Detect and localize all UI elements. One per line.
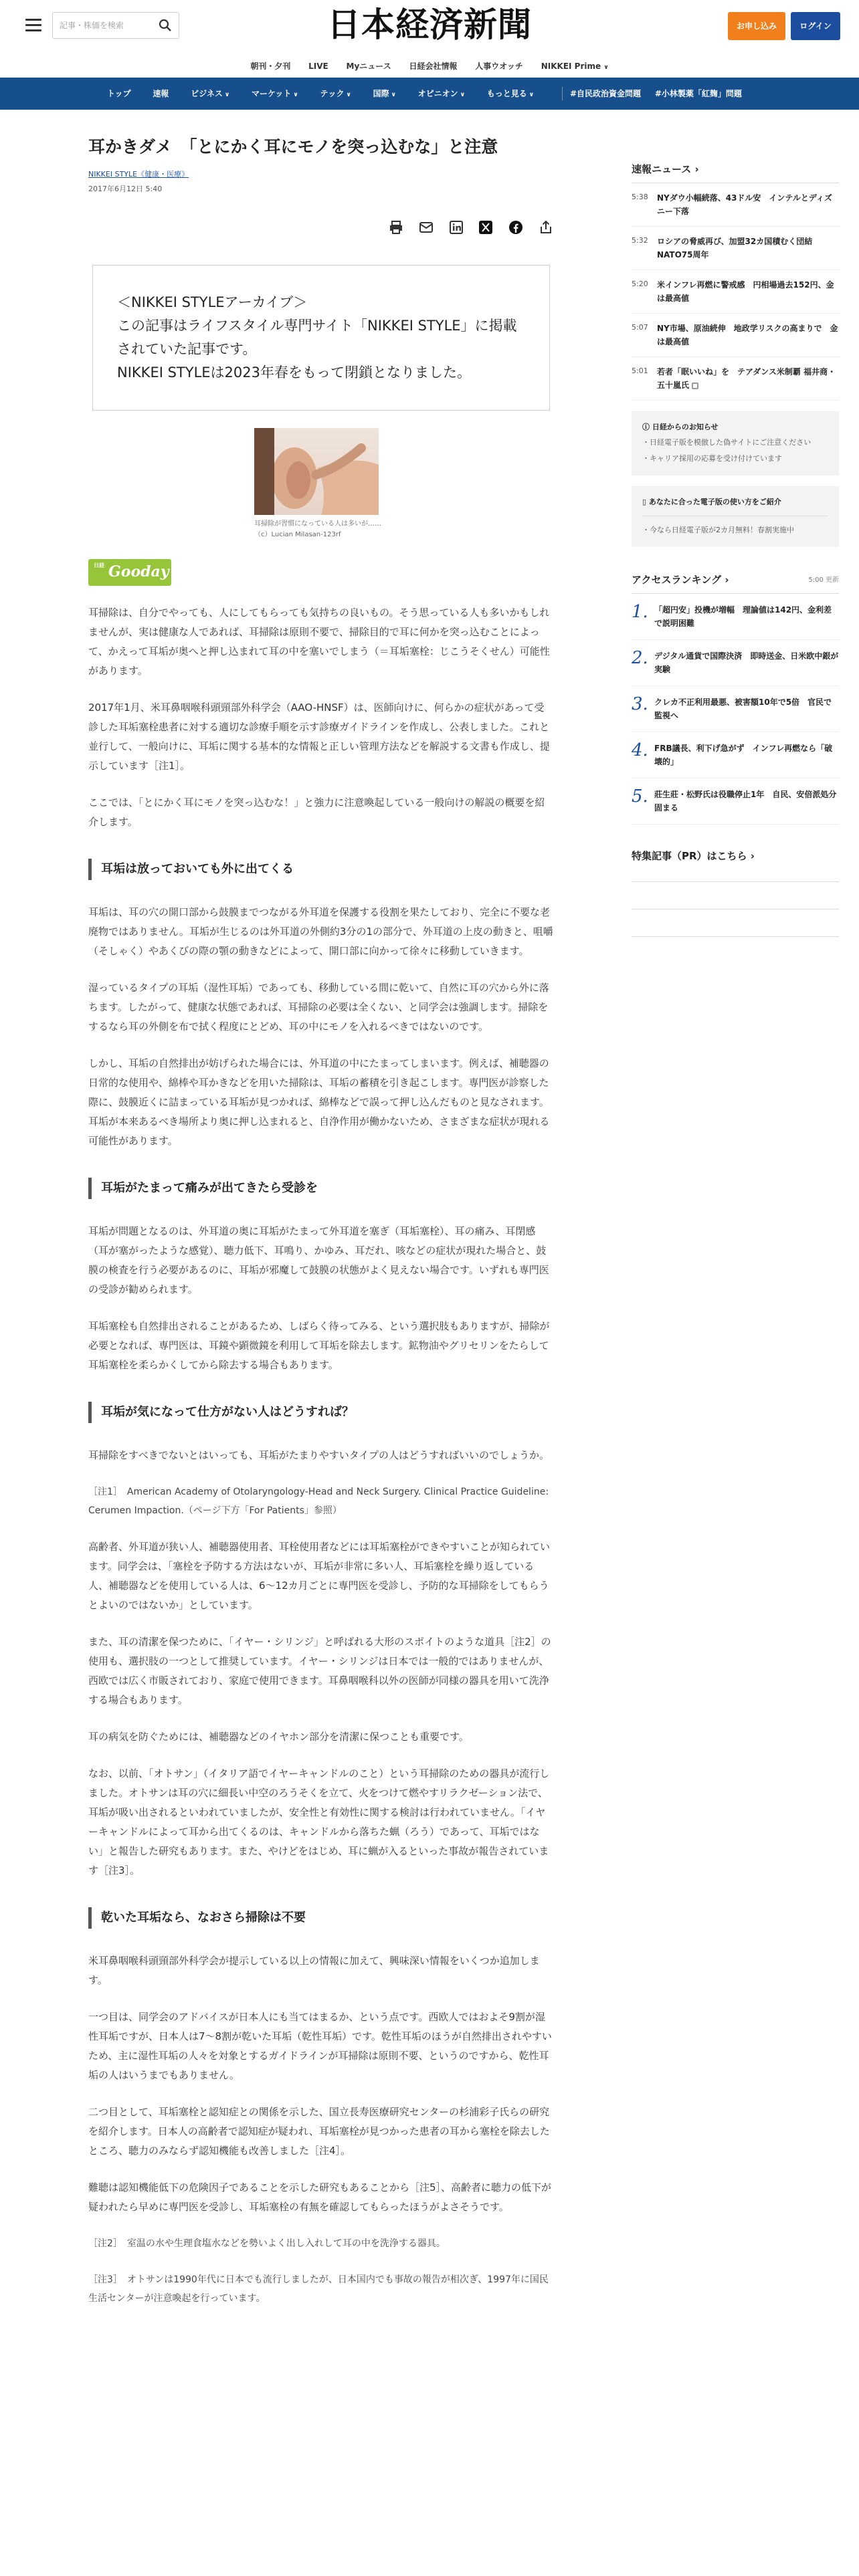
search-input[interactable] — [53, 13, 153, 38]
paragraph: 耳掃除をすべきでないとはいっても、耳垢がたまりやすいタイプの人はどうすればいいのでしょうか。 — [88, 1449, 549, 1461]
article-figure — [254, 428, 381, 540]
ear-cleaning-photo — [254, 428, 379, 515]
article-date: 2017年6月12日 5:40 — [88, 185, 163, 193]
info-icon: ⓘ — [642, 423, 652, 431]
paragraph: 湿っているタイプの耳垢（湿性耳垢）であっても、移動している間に乾いて、自然に耳の穴から外に落ちます。したがって、健康な状態であれば、耳掃除の必要は全くない、と同学会は強調します。掃除をするなら耳の外側を布で拭く程度にとどめ、耳の中にモノを入れるべきではないのです。 — [88, 982, 549, 1033]
badge-nikkei-label: 日経 — [94, 562, 104, 568]
subnav-morning-evening[interactable]: 朝刊・夕刊 — [250, 62, 291, 71]
nikkei-logo[interactable]: 日本経済新聞 — [327, 5, 532, 44]
offer-box — [632, 486, 839, 547]
chevron-right-icon: › — [750, 850, 755, 862]
nav-more[interactable]: もっと見る ∨ — [486, 89, 535, 98]
notice-item[interactable]: ・キャリア採用の応募を受け付けています — [642, 454, 782, 463]
facebook-icon[interactable] — [508, 219, 524, 235]
subscribe-button[interactable]: お申し込み — [728, 12, 785, 40]
nav-market[interactable]: マーケット ∨ — [251, 89, 298, 98]
share-icon[interactable] — [538, 219, 554, 235]
divider — [632, 881, 839, 882]
footnote: ［注3］ オトサンは1990年代に日本でも流行しましたが、日本国内でも事故の報告が相次ぎ、1997年に国民生活センターが注意喚起を行っています。 — [88, 2274, 549, 2304]
nav-divider — [562, 87, 563, 100]
nav-international[interactable]: 国際 ∨ — [373, 89, 396, 98]
nav-breaking[interactable]: 速報 — [153, 89, 169, 98]
nav-business[interactable]: ビジネス ∨ — [191, 89, 230, 98]
breaking-news-item[interactable]: 5:32 ロシアの脅威再び、加盟32カ国積むく団結 NATO75周年 — [632, 227, 839, 270]
footnote: ［注2］ 室温の水や生理食塩水などを勢いよく出し入れして耳の中を洗浄する器具。 — [88, 2238, 446, 2249]
article-byline[interactable]: NIKKEI STYLE《健康・医療》 — [88, 170, 189, 179]
share-toolbar — [88, 219, 554, 237]
breaking-news-item[interactable]: 5:01 若者「眠いいね」を テアダンス米制覇 福井商・五十嵐氏 — [632, 357, 839, 401]
paragraph: 耳掃除は、自分でやっても、人にしてもらっても気持ちの良いもの。そう思っている人も多いかもしれませんが、実は健康な人であれば、耳掃除は原則不要で、掃除目的で耳に何かを突っ込むことによって、かえって耳垢が奥へと押し込まれて耳の中を塞いでしまう（＝耳垢塞栓：じこうそくせん）可能性があります。 — [88, 607, 550, 677]
chevron-down-icon: ∨ — [346, 92, 351, 98]
archive-notice — [92, 265, 550, 411]
archive-line: NIKKEI STYLEは2023年春をもって閉鎖となりました。 — [117, 364, 471, 381]
ranking-item[interactable]: 5. 莊生莊・松野氏は役職停止1年 自民、安倍派処分固まる — [632, 778, 839, 825]
menu-icon[interactable] — [25, 19, 41, 32]
section-heading: 耳垢が気になって仕方がない人はどうすれば？ — [88, 1402, 554, 1423]
subnav-live[interactable]: LIVE — [308, 62, 328, 71]
offer-heading[interactable]: ▯ あなたに合った電子版の使い方をご紹介 — [642, 498, 781, 506]
archive-line: この記事はライフスタイル専門サイト「NIKKEI STYLE」に掲載されていた記事です。 — [117, 318, 517, 357]
paragraph: 2017年1月、米耳鼻咽喉科頭頸部外科学会（AAO-HNSF）は、医師向けに、何らかの症状があって受診した耳垢塞栓患者に対する適切な診療手順を示す診療ガイドラインを作成し、公表しました。これと並行して、一般向けに、耳垢に関する基本的な情報と正しい管理方法などを解説する文書も作成し、提示しています［注1］。 — [88, 702, 550, 772]
nav-tag-ldp-funds[interactable]: #自民政治資金問題 — [570, 89, 642, 98]
footnote: ［注1］ American Academy of Otolaryngology-Head and Neck Surgery. Clinical Practice Guideline: Cerumen Impaction.（ページ下方「For Patients」参照） — [88, 1487, 549, 1516]
ranking-updated: 5:00 更新 — [808, 576, 839, 584]
nav-tech[interactable]: テック ∨ — [320, 89, 351, 98]
chevron-down-icon: ∨ — [460, 92, 465, 98]
chevron-right-icon: › — [725, 574, 729, 586]
article-title: 耳かきダメ 「とにかく耳にモノを突っ込むな」と注意 — [88, 137, 498, 156]
breaking-news-item[interactable]: 5:07 NY市場、原油続伸 地政学リスクの高まりで 金は最高値 — [632, 314, 839, 357]
nav-top[interactable]: トップ — [107, 89, 131, 98]
paragraph: しかし、耳垢の自然排出が妨げられた場合には、外耳道の中にたまってしまいます。例えば、補聴器の日常的な使用や、綿棒や耳かきなどを用いた掃除は、耳垢の蓄積を引き起こします。専門医が診察した際に、鼓膜近くに詰まっている耳垢が見つかれば、綿棒などで誤って押し込んだものと見なされます。耳垢が本来あるべき場所より奥に押し込まれると、自浄作用が働かないため、さまざまな症状が現れる可能性があります。 — [88, 1057, 550, 1147]
paragraph: 耳垢が問題となるのは、外耳道の奥に耳垢がたまって外耳道を塞ぎ（耳垢塞栓）、耳の痛み、耳閉感（耳が塞がったような感覚）、聴力低下、耳鳴り、かゆみ、耳だれ、咳などの症状が現れた場合と、鼓膜の検査を行う必要があるのに、耳垢が邪魔して鼓膜の状態がよく見えない場合です。いずれも専門医の受診が勧められます。 — [88, 1225, 549, 1295]
gooday-badge[interactable] — [88, 559, 171, 586]
section-heading: 耳垢は放っておいても外に出てくる — [88, 859, 554, 880]
linkedin-icon[interactable] — [448, 219, 464, 235]
print-icon[interactable] — [388, 219, 404, 235]
login-button[interactable]: ログイン — [791, 12, 840, 40]
paragraph: 難聴は認知機能低下の危険因子であることを示した研究もあることから［注5］、高齢者に聴力の低下が疑われたら早めに専門医を受診し、耳垢塞栓の有無を確認してもらったほうがよさそうです。 — [88, 2181, 552, 2213]
paragraph: 耳垢塞栓も自然排出されることがあるため、しばらく待ってみる、という選択肢もありますが、掃除が必要となれば、専門医は、耳鏡や顕微鏡を利用して耳垢を除去します。鉱物油やグリセリンをたらして耳垢塞栓を柔らかくしてから除去する場合もあります。 — [88, 1320, 550, 1371]
pr-heading[interactable]: 特集記事（PR）はこちら › — [632, 850, 755, 862]
paragraph: 高齢者、外耳道が狭い人、補聴器使用者、耳栓使用者などには耳垢塞栓ができやすいことが知られています。同学会は、「塞栓を予防する方法はないが、耳垢が非常に多い人、耳垢塞栓を繰り返している人、補聴器などを使用している人は、6〜12カ月ごとに専門医を受診し、予防的な耳掃除をしてもらうとよいのではないか」としています。 — [88, 1541, 551, 1611]
chevron-down-icon: ∨ — [224, 92, 230, 98]
x-icon[interactable] — [478, 219, 494, 235]
section-heading: 乾いた耳垢なら、なおさら掃除は不要 — [88, 1907, 554, 1929]
badge-gooday-label: Gooday — [108, 563, 169, 580]
notice-box — [632, 411, 839, 475]
paragraph: ここでは、「とにかく耳にモノを突っ込むな！」と強力に注意喚起している一般向けの解説の概要を紹介します。 — [88, 796, 545, 828]
ranking-item[interactable]: 3. クレカ不正利用最悪、被害額10年で5倍 官民で監視へ — [632, 686, 839, 732]
sidebar — [632, 110, 839, 937]
archive-heading: ＜NIKKEI STYLEアーカイブ＞ — [117, 294, 308, 310]
paragraph: 耳垢は、耳の穴の開口部から鼓膜までつながる外耳道を保護する役割を果たしており、完全に不要な老廃物ではありません。耳垢が生じるのは外耳道の外側約3分の1の部分で、外耳道の上皮の動きと、咀嚼（そしゃく）やあくびの際の顎の動きなどによって、開口部に向かって徐々に移動していきます。 — [88, 906, 553, 957]
main-navigation — [0, 78, 859, 110]
ranking-item[interactable]: 4. FRB議長、利下げ急がず インフレ再燃なら「破壊的」 — [632, 732, 839, 778]
lock-icon — [692, 383, 698, 389]
subnav-mynews[interactable]: Myニュース — [346, 62, 391, 71]
notice-heading[interactable]: ⓘ 日経からのお知らせ — [642, 423, 719, 431]
offer-item[interactable]: ・今なら日経電子版が2カ月無料！春割実施中 — [642, 526, 794, 534]
paragraph: なお、以前、「オトサン」（イタリア語でイヤーキャンドルのこと）という耳掃除のための器具が流行しました。オトサンは耳の穴に細長い中空のろうそくを立て、火をつけて燃やすリラクゼーション法で、耳垢が吸い出されるといわれていましたが、安全性と有効性に関する検討は行われていません。「イヤーキャンドルによって耳から出てくるのは、キャンドルから落ちた蝋（ろう）であって、耳垢ではない」と報告した研究もあります。また、やけどをはじめ、耳に蝋が入るといった事故が報告されています［注3］。 — [88, 1767, 550, 1876]
paragraph: 耳の病気を防ぐためには、補聴器などのイヤホン部分を清潔に保つことも重要です。 — [88, 1731, 469, 1743]
breaking-news-item[interactable]: 5:38 NYダウ小幅続落、43ドル安 インテルとディズニー下落 — [632, 183, 839, 227]
chevron-down-icon: ∨ — [293, 92, 298, 98]
subnav-nikkei-prime[interactable]: NIKKEI Prime ∨ — [541, 62, 609, 71]
sub-navigation — [0, 55, 859, 78]
figure-caption: 耳掃除が習慣になっている人は多いが……（c）Lucian Milasan-123rf — [254, 520, 381, 538]
breaking-news-heading[interactable]: 速報ニュース › — [632, 162, 839, 183]
paragraph: また、耳の清潔を保つために、「イヤー・シリンジ」と呼ばれる大形のスポイトのような道具［注2］の使用も、選択肢の一つとして推奨しています。イヤー・シリンジは日本では一般的ではありませんが、西欧では広く市販されており、家庭で使用できます。耳鼻咽喉科以外の医師が同様の器具を用いて洗浄する場合もあります。 — [88, 1636, 551, 1706]
paragraph: 二つ目として、耳垢塞栓と認知症との関係を示した、国立長寿医療研究センターの杉浦彩子氏らの研究を紹介します。日本人の高齢者で認知症が疑われ、耳垢塞栓が見つかった患者の耳から塞栓を除去したところ、聴力のみならず認知機能も改善しました［注4］。 — [88, 2106, 550, 2157]
divider — [632, 936, 839, 937]
paragraph: 米耳鼻咽喉科頭頸部外科学会が提示している以上の情報に加えて、興味深い情報をいくつか追加します。 — [88, 1955, 540, 1986]
chevron-down-icon: ∨ — [603, 64, 609, 71]
section-heading: 耳垢がたまって痛みが出てきたら受診を — [88, 1178, 554, 1199]
subnav-personnel-watch[interactable]: 人事ウオッチ — [475, 62, 523, 71]
notice-item[interactable]: ・日経電子版を模倣した偽サイトにご注意ください — [642, 438, 812, 447]
chevron-down-icon: ∨ — [529, 92, 535, 98]
subnav-company-info[interactable]: 日経会社情報 — [409, 62, 458, 71]
nav-tag-kobayashi[interactable]: #小林製薬「紅麹」問題 — [654, 89, 742, 98]
nav-opinion[interactable]: オピニオン ∨ — [417, 89, 465, 98]
ranking-item[interactable]: 2. デジタル通貨で国際決済 即時送金、日米欧中銀が実験 — [632, 640, 839, 686]
mail-icon[interactable] — [418, 219, 434, 235]
chevron-down-icon: ∨ — [391, 92, 396, 98]
search-icon[interactable] — [159, 19, 172, 32]
ranking-item[interactable]: 1. 「超円安」投機が増幅 理論値は142円、金利差で説明困難 — [632, 594, 839, 640]
article — [88, 110, 554, 2308]
chevron-right-icon: › — [694, 163, 699, 175]
ranking-heading[interactable]: アクセスランキング › 5:00 更新 — [632, 572, 839, 594]
search-box[interactable] — [52, 12, 179, 39]
paragraph: 一つ目は、同学会のアドバイスが日本人にも当てはまるか、という点です。西欧人ではおよそ9割が湿性耳垢ですが、日本人は7〜8割が乾いた耳垢（乾性耳垢）です。乾性耳垢のほうが自然排出されやすいため、主に湿性耳垢の人々を対象とするガイドラインが耳掃除は原則不要、というのですから、乾性耳垢の人はいうまでもありません。 — [88, 2011, 552, 2081]
site-header — [0, 0, 859, 55]
phone-icon: ▯ — [642, 498, 649, 506]
breaking-news-item[interactable]: 5:20 米インフレ再燃に警戒感 円相場過去152円、金は最高値 — [632, 270, 839, 314]
